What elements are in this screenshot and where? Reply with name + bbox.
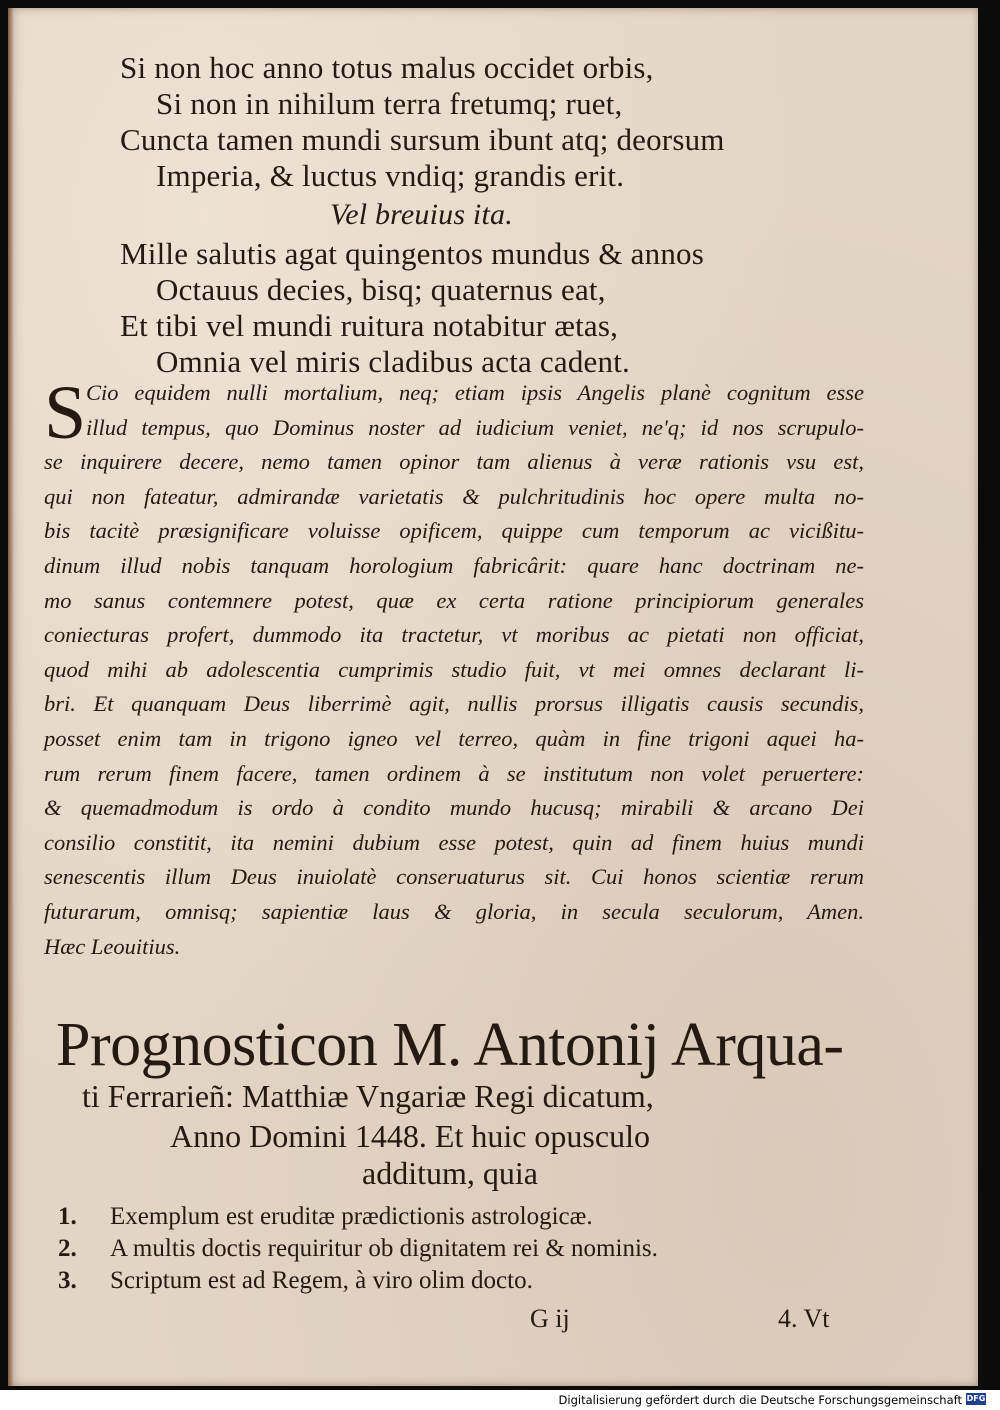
poem-line: Omnia vel miris cladibus acta cadent. <box>156 344 630 379</box>
prose-paragraph <box>44 371 864 964</box>
prose-line: bis tacitè præsignificare voluisse opificem, quippe cum temporum ac vicißitu- <box>44 518 864 544</box>
prose-line: senescentis illum Deus inuiolatè conseruaturus sit. Cui honos scientiæ rerum <box>44 864 864 890</box>
reason-text: A multis doctis requiritur ob dignitatem rei & nominis. <box>110 1235 658 1262</box>
reason-text: Scriptum est ad Regem, à viro olim docto. <box>110 1267 533 1294</box>
prose-line: consilio constitit, ita nemini dubium esse potest, quin ad finem huius mundi <box>44 829 864 855</box>
signature-mark: G ij <box>530 1304 570 1333</box>
poem-line: Octauus decies, bisq; quaternus eat, <box>156 272 606 307</box>
reason-item <box>58 1202 593 1232</box>
prose-line: quod mihi ab adolescentia cumprimis studio fuit, vt mei omnes declarant li- <box>44 656 864 682</box>
prose-line: posset enim tam in trigono igneo vel terreo, quàm in fine trigoni aquei ha- <box>44 725 864 751</box>
prose-line: Cio equidem nulli mortalium, neq; etiam ipsis Angelis planè cognitum esse <box>86 380 864 405</box>
catchword: 4. Vt <box>778 1304 830 1333</box>
book-page <box>8 8 978 1386</box>
poem-line: Mille salutis agat quingentos mundus & annos <box>120 236 704 271</box>
prose-line: qui non fateatur, admirandæ varietatis & pulchritudinis hoc opere multa no- <box>44 483 864 509</box>
reason-item <box>58 1234 658 1264</box>
prose-line: futurarum, omnisq; sapientiæ laus & gloria, in secula seculorum, Amen. <box>44 898 864 924</box>
poem-line: Et tibi vel mundi ruitura notabitur ætas, <box>120 308 619 343</box>
prose-line: rum rerum finem facere, tamen ordinem à se institutum non volet peruertere: <box>44 760 864 786</box>
dfg-logo-icon: DFG <box>966 1394 986 1403</box>
funding-credit: Digitalisierung gefördert durch die Deutsche Forschungsgemeinschaft <box>558 1393 962 1407</box>
reason-item <box>58 1266 533 1296</box>
prose-line: dinum illud nobis tanquam horologium fabricârit: quare hanc doctrinam ne- <box>44 552 864 578</box>
poem-subheading: Vel breuius ita. <box>330 198 513 231</box>
heading-line: additum, quia <box>362 1155 538 1191</box>
prose-line: Hæc Leouitius. <box>44 933 181 959</box>
reason-number: 3. <box>58 1267 77 1294</box>
reason-number: 2. <box>58 1235 77 1262</box>
prose-line: se inquirere decere, nemo tamen opinor tam alienus à veræ rationis vsu est, <box>44 449 864 475</box>
poem-line: Si non hoc anno totus malus occidet orbis, <box>120 50 654 85</box>
poem-line: Cuncta tamen mundi sursum ibunt atq; deorsum <box>120 122 725 157</box>
reason-number: 1. <box>58 1203 77 1230</box>
section-heading: Prognosticon M. Antonij Arqua- <box>56 1011 844 1079</box>
prose-line: illud tempus, quo Dominus noster ad iudicium veniet, ne'q; id nos scrupulo- <box>86 414 864 440</box>
reason-text: Exemplum est eruditæ prædictionis astrologicæ. <box>110 1203 593 1230</box>
footer-bar <box>0 1390 1000 1410</box>
heading-line: Anno Domini 1448. Et huic opusculo <box>170 1118 650 1154</box>
poem-line: Si non in nihilum terra fretumq; ruet, <box>156 86 623 121</box>
heading-line: ti Ferrarieñ: Matthiæ Vngariæ Regi dicatum, <box>82 1078 654 1114</box>
poem-line: Imperia, & luctus vndiq; grandis erit. <box>156 158 625 193</box>
prose-line: bri. Et quanquam Deus liberrimè agit, nullis prorsus illigatis causis secundis, <box>44 691 864 717</box>
prose-line: coniecturas profert, dummodo ita tractetur, vt moribus ac pietati non officiat, <box>44 622 864 648</box>
prose-line: mo sanus contemnere potest, quæ ex certa ratione principiorum generales <box>44 587 864 613</box>
drop-cap: S <box>44 371 87 455</box>
prose-line: & quemadmodum is ordo à condito mundo hucusq; mirabili & arcano Dei <box>44 795 864 821</box>
